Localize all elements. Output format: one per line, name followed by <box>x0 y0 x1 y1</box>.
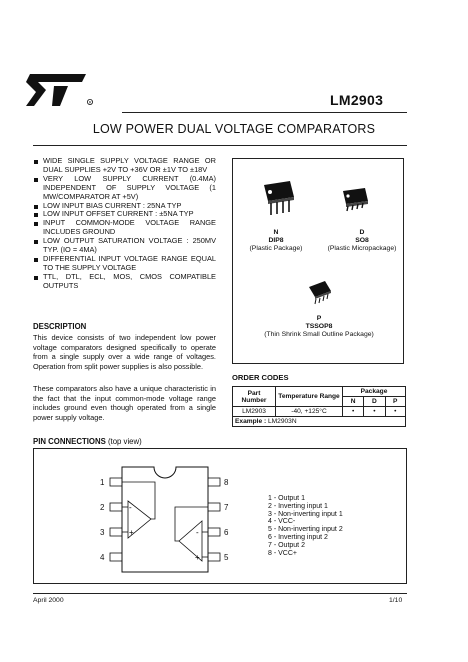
example-label: Example : <box>235 418 267 425</box>
package-desc: (Plastic Micropackage) <box>327 245 397 252</box>
dip8-package-icon <box>258 179 298 219</box>
list-item: 2 - Inverting input 1 <box>268 502 328 510</box>
pin-number: 3 <box>100 528 105 537</box>
cell-mark-n: • <box>343 407 364 417</box>
pin-number: 1 <box>100 478 105 487</box>
pin-number: 5 <box>224 553 229 562</box>
col-part-number: Part Number <box>233 387 276 407</box>
package-letter: N <box>273 229 279 236</box>
svg-text:R: R <box>88 100 92 105</box>
list-item: 7 - Output 2 <box>268 541 305 549</box>
order-codes-heading: ORDER CODES <box>232 373 289 382</box>
header-rule <box>122 112 407 113</box>
cell-temp: -40, +125°C <box>276 407 343 417</box>
order-codes-table <box>232 386 406 427</box>
comparator-2-plus: + <box>195 553 200 562</box>
page-subtitle: LOW POWER DUAL VOLTAGE COMPARATORS <box>92 122 376 136</box>
package-name: SO8 <box>355 237 369 244</box>
comparator-1-minus: - <box>129 503 132 512</box>
package-box <box>232 158 404 364</box>
package-label-so8 <box>319 229 405 253</box>
pin-number: 6 <box>224 528 229 537</box>
st-logo <box>24 72 96 108</box>
package-letter: P <box>316 315 322 322</box>
feature-item: WIDE SINGLE SUPPLY VOLTAGE RANGE OR DUAL SUPPLIES +2V TO +36V OR ±1V TO ±18V <box>33 157 216 175</box>
list-item: 6 - Inverting input 2 <box>268 533 328 541</box>
comparator-2-minus: - <box>196 528 199 537</box>
feature-item: DIFFERENTIAL INPUT VOLTAGE RANGE EQUAL TO THE SUPPLY VOLTAGE <box>33 255 216 273</box>
example-value: LM2903N <box>268 418 297 425</box>
feature-item: TTL, DTL, ECL, MOS, CMOS COMPATIBLE OUTPUTS <box>33 273 216 291</box>
tssop8-package-icon <box>301 277 337 309</box>
pin-list <box>268 495 343 557</box>
package-name: DIP8 <box>268 237 284 244</box>
pin-heading-view: (top view) <box>107 437 142 446</box>
footer-date: April 2000 <box>33 597 64 604</box>
package-desc: (Plastic Package) <box>249 245 303 252</box>
list-item: 5 - Non-inverting input 2 <box>268 526 343 534</box>
package-name: TSSOP8 <box>305 323 333 330</box>
cell-part: LM2903 <box>233 407 276 417</box>
description-heading: DESCRIPTION <box>33 322 87 331</box>
feature-item: LOW OUTPUT SATURATION VOLTAGE : 250MV TYP. (IO = 4MA) <box>33 237 216 255</box>
cell-mark-p: • <box>385 407 406 417</box>
package-label-dip8 <box>233 229 319 253</box>
comparator-2-symbol <box>175 507 208 561</box>
pin-heading-text: PIN CONNECTIONS <box>33 437 106 446</box>
col-temperature: Temperature Range <box>276 387 343 407</box>
list-item: 1 - Output 1 <box>268 495 305 502</box>
feature-list <box>33 157 216 291</box>
footer-page-number: 1/10 <box>389 597 403 604</box>
pinout-diagram <box>95 466 235 576</box>
col-package-n: N <box>343 397 364 407</box>
footer-rule <box>33 593 407 594</box>
list-item: 3 - Non-inverting input 1 <box>268 510 343 518</box>
comparator-1-symbol <box>122 482 155 538</box>
feature-item: LOW INPUT OFFSET CURRENT : ±5NA TYP <box>33 210 216 219</box>
example-row <box>233 417 406 427</box>
comparator-1-plus: + <box>129 528 134 537</box>
subtitle-rule <box>33 145 407 146</box>
description-paragraph: This device consists of two independent low power voltage comparators designed specifically to operate from a single supply over a wide range of voltages. Operation from split power supplies is also possible. <box>33 333 216 371</box>
table-row <box>233 407 406 417</box>
pin-number: 2 <box>100 503 105 512</box>
pin-number: 4 <box>100 553 105 562</box>
feature-item: VERY LOW SUPPLY CURRENT (0.4MA) INDEPENDENT OF SUPPLY VOLTAGE (1 MW/COMPARATOR AT +5V) <box>33 175 216 202</box>
pin-connections-heading <box>33 437 142 446</box>
description-paragraph: These comparators also have a unique characteristic in the fact that the input common-mode voltage range includes ground even though operated from a single power supply voltage. <box>33 384 216 422</box>
part-number: LM2903 <box>330 92 384 108</box>
feature-item: INPUT COMMON-MODE VOLTAGE RANGE INCLUDES GROUND <box>33 219 216 237</box>
so8-package-icon <box>337 185 373 215</box>
pin-number: 7 <box>224 503 229 512</box>
package-desc: (Thin Shrink Small Outline Package) <box>264 331 374 338</box>
pin-number: 8 <box>224 478 229 487</box>
col-package-p: P <box>385 397 406 407</box>
package-letter: D <box>359 229 365 236</box>
list-item: 8 - VCC+ <box>268 549 297 557</box>
list-item: 4 - VCC- <box>268 518 296 526</box>
feature-item: LOW INPUT BIAS CURRENT : 25NA TYP <box>33 202 216 211</box>
package-label-tssop8 <box>233 315 405 339</box>
col-package-d: D <box>364 397 385 407</box>
col-package: Package <box>343 387 406 397</box>
cell-mark-d: • <box>364 407 385 417</box>
